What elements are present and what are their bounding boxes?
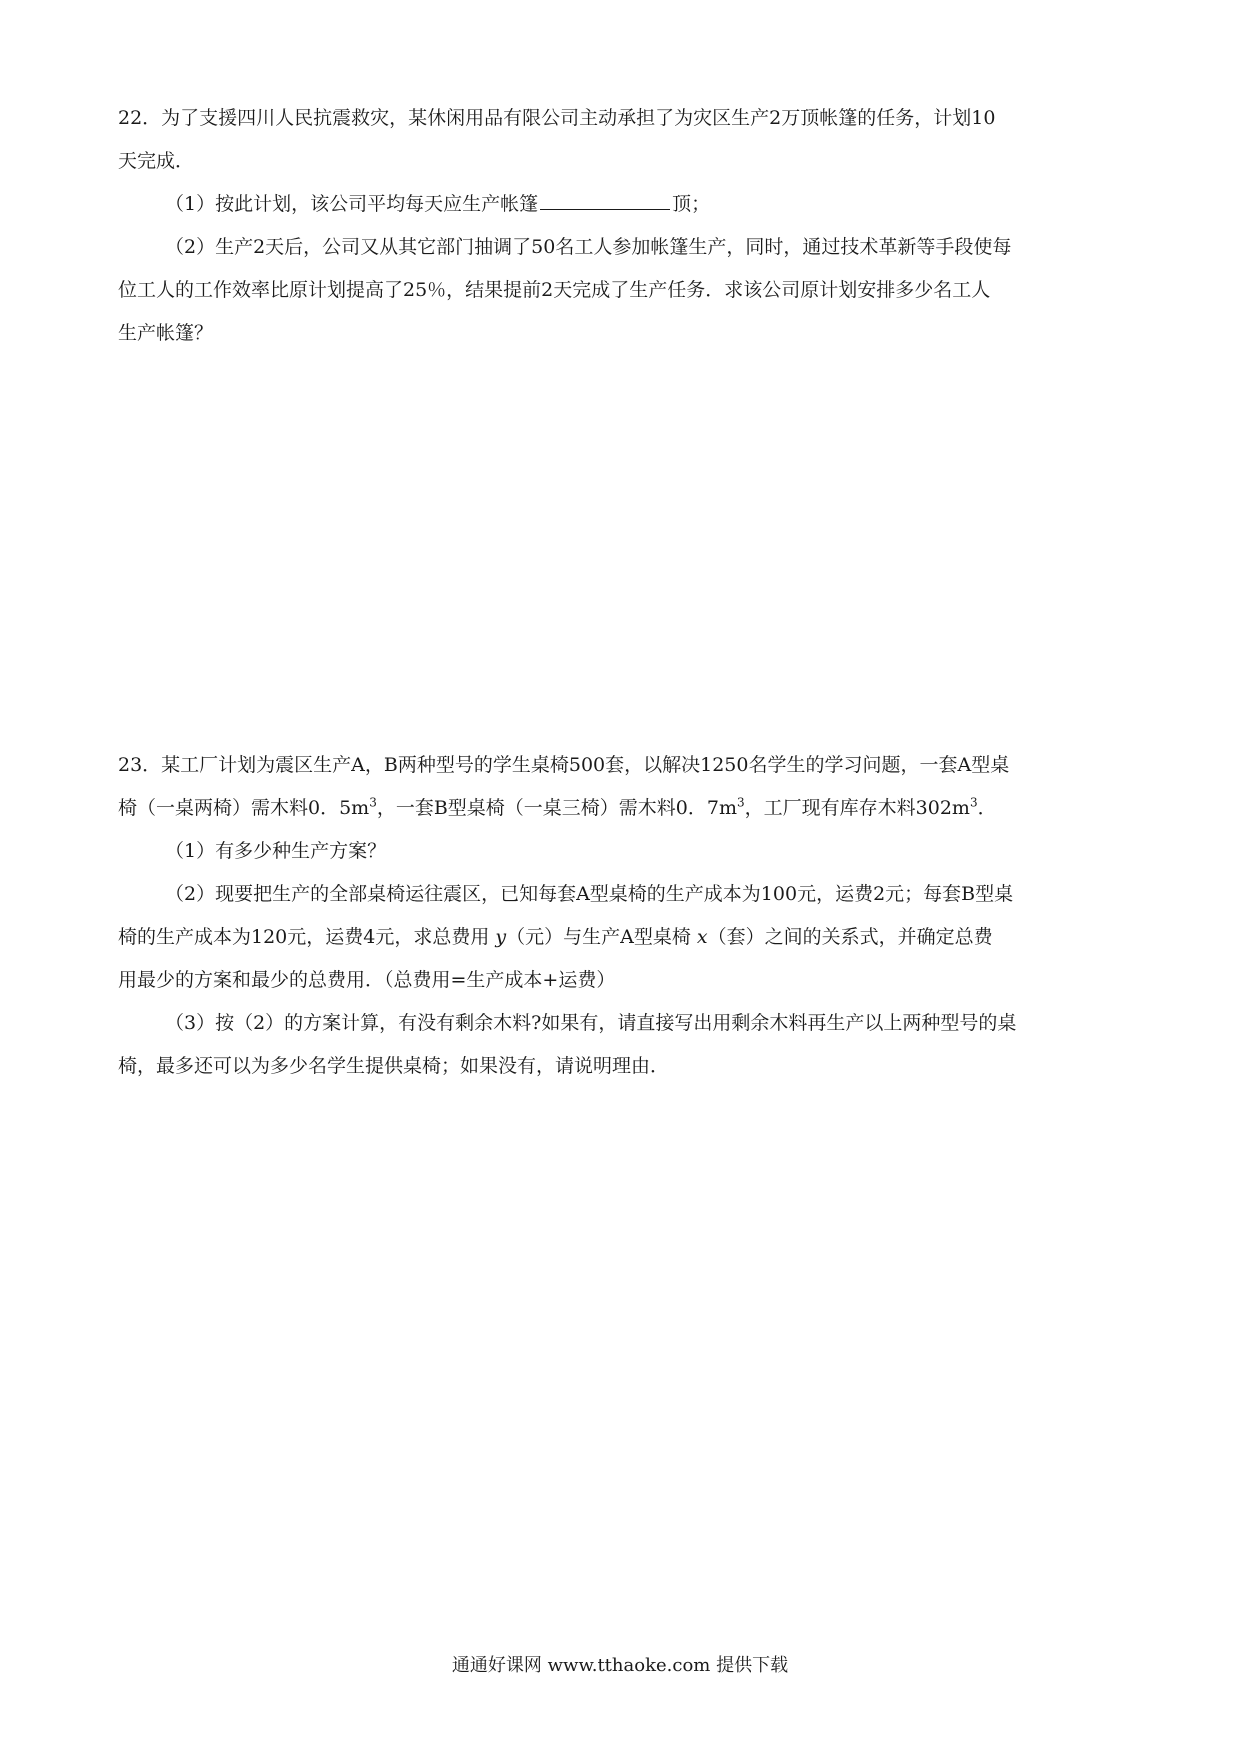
q23-part2-text-c: （套）之间的关系式，并确定总费 <box>707 926 993 948</box>
q23-part3-line2: 椅，最多还可以为多少名学生提供桌椅；如果没有，请说明理由． <box>118 1055 670 1077</box>
q23-part3-line1: （3）按（2）的方案计算，有没有剩余木料?如果有，请直接写出用剩余木料再生产以上两种型号的桌 <box>165 1012 1017 1034</box>
q22-stem-line2: 天完成． <box>118 150 195 172</box>
variable-y: y <box>495 926 507 948</box>
q23-stem-text-c: ，工厂现有库存木料302m <box>744 797 970 819</box>
q23-part2-text-b: （元）与生产A型桌椅 <box>506 926 697 948</box>
q23-part2-line2 <box>118 922 993 952</box>
page-footer: 通通好课网 www.tthaoke.com 提供下载 <box>451 1655 789 1676</box>
superscript: 3 <box>737 795 745 810</box>
q23-part2-line3: 用最少的方案和最少的总费用．（总费用=生产成本+运费） <box>118 969 616 991</box>
q23-stem-text-b: ，一套B型桌椅（一桌三椅）需木料0．7m <box>376 797 738 819</box>
q22-stem-line1: 22．为了支援四川人民抗震救灾，某休闲用品有限公司主动承担了为灾区生产2万顶帐篷的任务，计划10 <box>118 107 996 129</box>
q22-part1-text: （1）按此计划，该公司平均每天应生产帐篷 <box>165 193 539 215</box>
q23-part2-text-a: 椅的生产成本为120元，运费4元，求总费用 <box>118 926 496 948</box>
q22-part1-unit: 顶； <box>672 193 711 215</box>
superscript: 3 <box>969 795 978 810</box>
q22-part2-line1: （2）生产2天后，公司又从其它部门抽调了50名工人参加帐篷生产，同时，通过技术革新等手段使每 <box>165 236 1012 258</box>
q23-stem-line1: 23．某工厂计划为震区生产A，B两种型号的学生桌椅500套，以解决1250名学生的学习问题，一套A型桌 <box>118 754 1010 776</box>
q23-part2-line1: （2）现要把生产的全部桌椅运往震区，已知每套A型桌椅的生产成本为100元，运费2元；每套B型桌 <box>165 883 1014 905</box>
superscript: 3 <box>369 795 377 810</box>
variable-x: x <box>696 926 708 948</box>
q23-part1: （1）有多少种生产方案？ <box>165 840 387 862</box>
answer-blank <box>540 189 670 210</box>
q22-part2-line2: 位工人的工作效率比原计划提高了25％，结果提前2天完成了生产任务．求该公司原计划安排多少名工人 <box>118 279 991 301</box>
q22-part2-line3: 生产帐篷？ <box>118 322 214 344</box>
q23-stem-line2 <box>118 793 997 823</box>
q22-part1 <box>165 189 710 219</box>
q23-stem-text-a: 椅（一桌两椅）需木料0．5m <box>118 797 370 819</box>
q23-stem-text-d: ． <box>977 797 997 819</box>
